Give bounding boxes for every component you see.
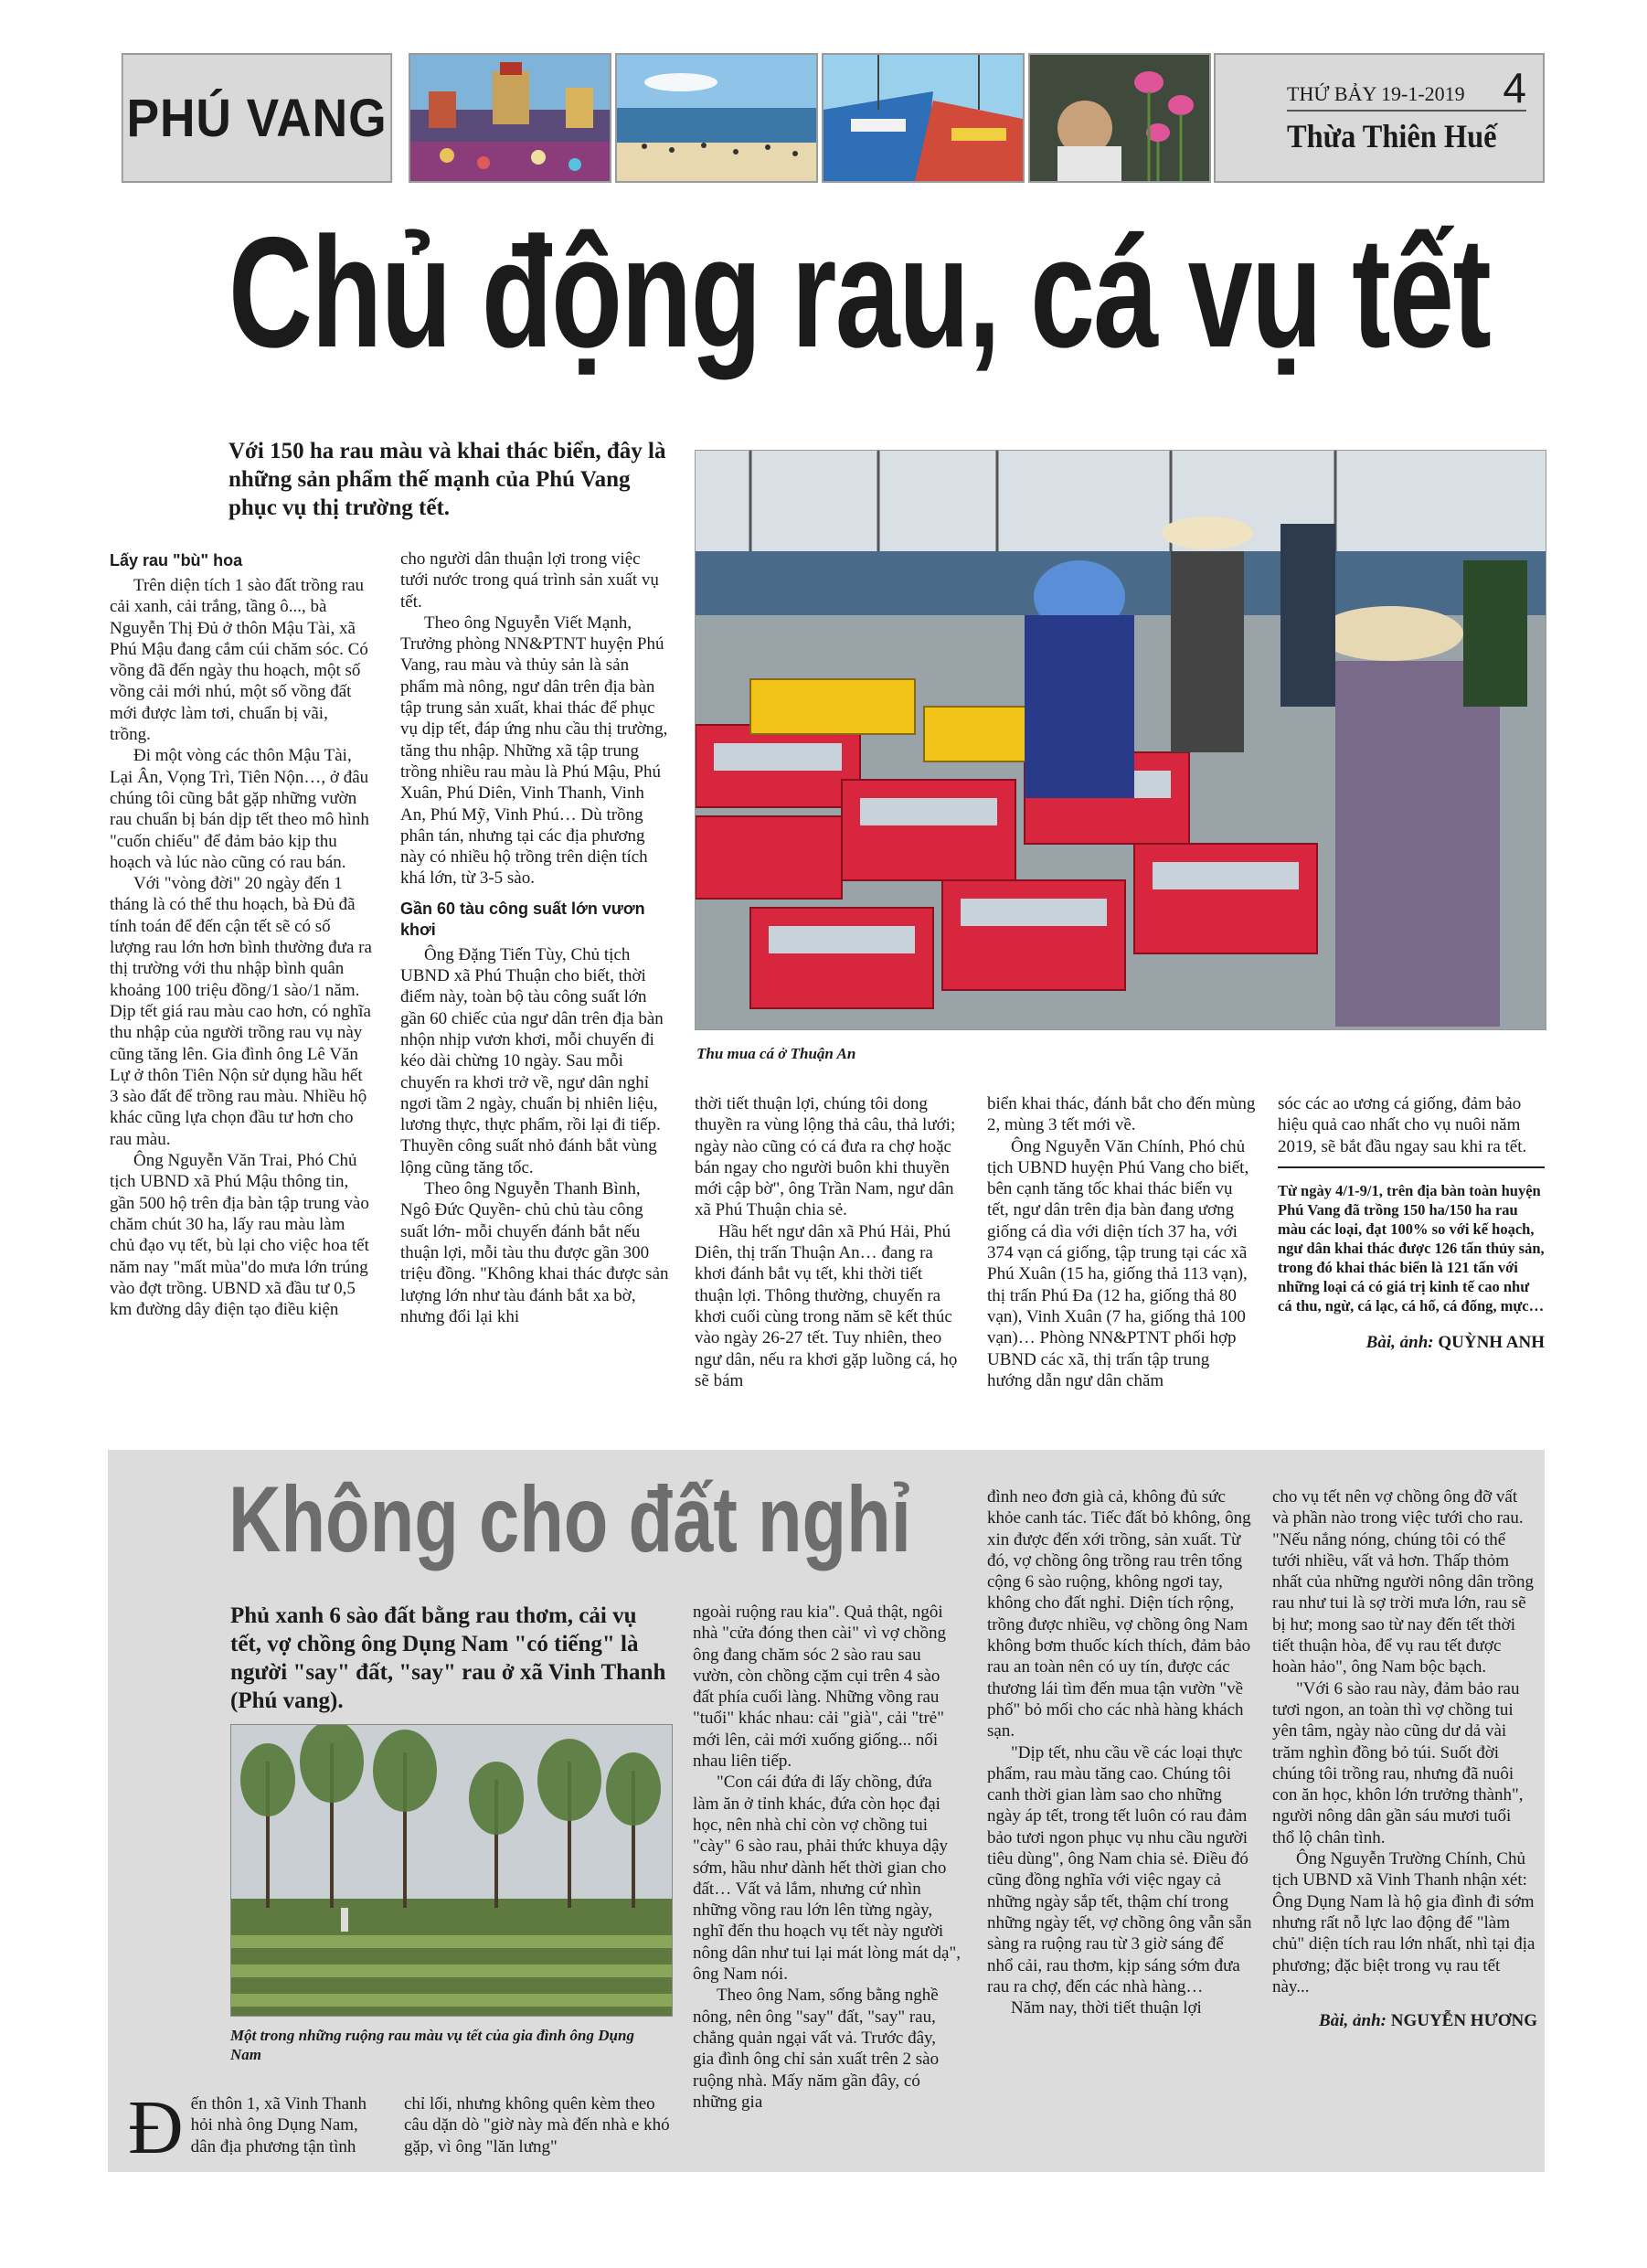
dropcap: Đ <box>128 2085 184 2170</box>
stats-note: Từ ngày 4/1-9/1, trên địa bàn toàn huyện Phú Vang đã trồng 150 ha/150 ha rau màu các loại, đạt 100% so với kế hoạch, ngư dân khai thác được 126 tấn thủy sản, trong đó khai thác biển là 121 tấn với những loại cá có giá trị kinh tế cao như cá thu, ngừ, cá lạc, cá hố, cá đống, mực… <box>1278 1166 1545 1315</box>
paragraph: thời tiết thuận lợi, chúng tôi dong thuyền ra vùng lộng thả câu, thả lưới; ngày nào cũng có cá đưa ra chợ hoặc bán ngay cho người buôn khi thuyền mới cập bờ", ông Trần Nam, ngư dân xã Phú Thuận chia sẻ. <box>695 1094 956 1220</box>
paragraph: Trên diện tích 1 sào đất trồng rau cải xanh, cải trắng, tầng ô..., bà Nguyễn Thị Đủ ở thôn Mậu Tài, xã Phú Mậu đang cắm cúi chăm sóc. Có vồng đã đến ngày thu hoạch, một số vồng cải mới nhú, một số vồng đất mới được làm tơi, chuẩn bị vãi, trồng. <box>110 576 368 745</box>
header-photo-boats <box>822 53 1025 183</box>
article2-column-4 <box>987 1486 1254 2018</box>
paragraph: Với "vòng đời" 20 ngày đến 1 tháng là có thể thu hoạch, bà Đủ đã tính toán để đến cận tết sẽ có số lượng rau lớn hơn bình thường đưa ra thị trường với thu nhập bình quân khoảng 100 triệu đồng/1 sào/1 năm. Dịp tết giá rau màu cao hơn, có nghĩa thu nhập của người trồng rau vụ này cũng tăng lên. Gia đình ông Lê Văn Lự ở thôn Tiên Nộn sử dụng hầu hết 3 sào đất để trồng rau màu. Nhiều hộ khác cũng lựa chọn đầu tư hơn cho rau màu. <box>110 874 372 1149</box>
paragraph: Ông Nguyễn Văn Chính, Phó chủ tịch UBND huyện Phú Vang cho biết, bên cạnh tăng tốc khai thác biển vụ tết, ngư dân trên địa bàn đang ương giống cá dìa với diện tích 37 ha, với 374 vạn cá giống, tập trung tại các xã Phú Xuân (15 ha, giống thả 113 vạn), thị trấn Phú Đa (12 ha, giống thả 80 vạn), Vinh Xuân (7 ha, giống thả 100 vạn)… Phòng NN&PTNT phối hợp UBND các xã, thị trấn tập trung hướng dẫn ngư dân chăm <box>987 1136 1249 1390</box>
paragraph: Đi một vòng các thôn Mậu Tài, Lại Ân, Vọng Trì, Tiên Nộn…, ở đâu chúng tôi cũng bắt gặp những vườn rau chuẩn bị bán dịp tết theo mô hình "cuốn chiếu" để đảm bảo kịp thu hoạch và lúc nào cũng có rau bán. <box>110 746 369 872</box>
article2-column-1 <box>128 2085 384 2170</box>
header-photo-lotus-craft <box>1028 53 1211 183</box>
article2-photo-caption: Một trong những ruộng rau màu vụ tết của gia đình ông Dụng Nam <box>230 2027 634 2063</box>
date-block <box>1214 53 1545 183</box>
subheading: Gần 60 tàu công suất lớn vươn khơi <box>400 899 645 939</box>
paragraph: chỉ lối, nhưng không quên kèm theo câu dặn dò "giờ này mà đến nhà e khó gặp, vì ông "lăn lưng" <box>404 2094 670 2156</box>
article1-column-3 <box>695 1093 960 1391</box>
paragraph: đình neo đơn già cả, không đủ sức khỏe canh tác. Tiếc đất bỏ không, ông xin được đến xới trồng, sản xuất. Từ đó, vợ chồng ông trồng rau trên tổng cộng 6 sào ruộng, không ngơi tay, không cho đất nghỉ. Diện tích rộng, trồng được nhiều, vợ chồng ông Nam không bơm thuốc kích thích, đảm bảo rau an toàn nên có uy tín, được các thương lái tìm đến mua tận vườn "về phố" bỏ mối cho các nhà hàng khách sạn. <box>987 1487 1251 1741</box>
article2-lede: Phủ xanh 6 sào đất bằng rau thơm, cải vụ tết, vợ chồng ông Dụng Nam "có tiếng" là người "say" đất, "say" rau ở xã Vinh Thanh (Phú vang). <box>230 1603 666 1713</box>
paragraph: "Dịp tết, nhu cầu về các loại thực phẩm, rau màu tăng cao. Chúng tôi canh thời gian làm sao cho những ngày áp tết, trong tết luôn có rau đảm bảo tươi ngon phục vụ nhu cầu người tiêu dùng", ông Nam chia sẻ. Điều đó cũng đồng nghĩa với việc ngay cả những ngày sắp tết, thậm chí trong những ngày tết, vợ chồng ông vẫn sẵn sàng ra ruộng rau từ 3 giờ sáng để nhổ cải, rau thơm, kịp sáng sớm đưa rau ra chợ, đến các nhà hàng… <box>987 1742 1252 1996</box>
article1-title: Chủ động rau, cá vụ tết <box>228 205 1491 380</box>
newspaper-name: Thừa Thiên Huế <box>1287 118 1497 154</box>
paragraph: Năm nay, thời tiết thuận lợi <box>1011 1998 1202 2018</box>
article1-column-5 <box>1278 1093 1545 1353</box>
section-name: PHÚ VANG <box>122 53 392 183</box>
page-number: 4 <box>1503 64 1526 112</box>
header-photo-beach <box>615 53 818 183</box>
paragraph: Theo ông Nguyễn Viết Mạnh, Trưởng phòng NN&PTNT huyện Phú Vang, rau màu và thủy sản là sản phẩm mà nông, ngư dân trên địa bàn tập trung sản xuất, khai thác để phục vụ dịp tết, đáp ứng nhu cầu thị trường, tăng thu nhập. Những xã tập trung trồng nhiều rau màu là Phú Mậu, Phú Xuân, Phú Diên, Vinh Thanh, Vinh An, Phú Mỹ, Vinh Phú… Dù trồng phân tán, nhưng tại các địa phương này có nhiều hộ trồng trên diện tích khá lớn, từ 3-5 sào. <box>400 612 668 889</box>
paragraph: ến thôn 1, xã Vinh Thanh hỏi nhà ông Dụng Nam, dân địa phương tận tình <box>190 2094 367 2156</box>
paragraph: cho người dân thuận lợi trong việc tưới nước trong quá trình sản xuất vụ tết. <box>400 549 659 612</box>
paragraph: biển khai thác, đánh bắt cho đến mùng 2, mùng 3 tết mới về. <box>987 1094 1256 1135</box>
article2-byline: Bài, ảnh: NGUYỄN HƯƠNG <box>1319 2011 1537 2031</box>
paragraph: sóc các ao ương cá giống, đảm bảo hiệu quả cao nhất cho vụ nuôi năm 2019, sẽ bắt đầu ngay sau khi ra tết. <box>1278 1094 1527 1156</box>
paragraph: Ông Đặng Tiến Tùy, Chủ tịch UBND xã Phú Thuận cho biết, thời điểm này, toàn bộ tàu công suất lớn gần 60 chiếc của ngư dân trên địa bàn nhộn nhịp vươn khơi, mỗi chuyến đi kéo dài chừng 10 ngày. Sau mỗi chuyến ra khơi trở về, ngư dân nghỉ ngơi tầm 2 ngày, chuẩn bị nhiên liệu, lương thực, thực phẩm, rồi lại đi tiếp. Thuyền công suất nhỏ đánh bắt vùng lộng cũng tăng tốc. <box>400 944 664 1177</box>
paragraph: Theo ông Nam, sống bằng nghề nông, nên ông "say" đất, "say" rau, chẳng quản ngại vất vả. Trước đây, gia đình ông chỉ sản xuất trên 2 sào ruộng nhà. Mấy năm gần đây, có những gia <box>693 1986 940 2112</box>
paragraph: Ông Nguyễn Văn Trai, Phó Chủ tịch UBND xã Phú Mậu thông tin, gần 500 hộ trên địa bàn tập trung vào chăm chút 30 ha, lấy rau màu làm chủ đạo vụ tết, bù lại cho việc hoa tết năm nay "mất mùa"do mưa lớn trúng vào đợt trồng. UBND xã đầu tư 0,5 km đường dây điện tạo điều kiện <box>110 1151 369 1320</box>
article1-photo-caption: Thu mua cá ở Thuận An <box>696 1045 856 1062</box>
article1-column-2 <box>400 548 671 1327</box>
article1-photo <box>695 450 1546 1030</box>
article2-column-3 <box>693 1602 962 2113</box>
paragraph: cho vụ tết nên vợ chồng ông đỡ vất và phần nào trong việc tưới cho rau. "Nếu nắng nóng, chúng tôi có thể tưới nhiều, vất vả hơn. Thấp thỏm nhất của những người nông dân trồng rau như tui là sợ trời mưa lớn, rau sẽ bị hư; mong sao từ nay đến tết thời tiết thuận hòa, để vụ rau tết được hoàn hảo", ông Nam bộc bạch. <box>1272 1487 1535 1677</box>
article1-column-1 <box>110 548 373 1320</box>
paragraph: Ông Nguyễn Trường Chính, Chủ tịch UBND xã Vinh Thanh nhận xét: Ông Dụng Nam là hộ gia đình đi sớm nhưng rất nỗ lực lao động để "làm chủ" diện tích rau lớn nhất, nhì tại địa phương; đặc biệt trong vụ rau tết này... <box>1272 1849 1535 1996</box>
article1-column-4 <box>987 1093 1258 1391</box>
subheading: Lấy rau "bù" hoa <box>110 551 243 570</box>
article1-lede: Với 150 ha rau màu và khai thác biển, đây là những sản phẩm thế mạnh của Phú Vang phục vụ thị trường tết. <box>228 439 666 520</box>
paragraph: "Con cái đứa đi lấy chồng, đứa làm ăn ở tỉnh khác, đứa còn học đại học, nên nhà chỉ còn vợ chồng tui "cày" 6 sào rau, phải thức khuya dậy sớm, hầu như dành hết thời gian cho đất… Vất vả lắm, nhưng cứ nhìn những vồng rau lớn lên từng ngày, nghĩ đến thu hoạch vụ tết này người nông dân như tui lại mát lòng mát dạ", ông Nam nói. <box>693 1773 961 1985</box>
paragraph: ngoài ruộng rau kia". Quả thật, ngôi nhà "cửa đóng then cài" vì vợ chồng ông đang chăm sóc 2 sào rau sau vườn, còn chồng cặm cụi trên 4 sào đất phía cuối làng. Những vồng rau "tuổi" khác nhau: cải "già", cải "trẻ" mới lên, cải mới xuống giống... nối nhau liên tiếp. <box>693 1603 946 1772</box>
paragraph: "Với 6 sào rau này, đảm bảo rau tươi ngon, an toàn thì vợ chồng tui yên tâm, ngày nào cũng dư dả vài trăm nghìn đồng bỏ túi. Suốt đời chúng tôi trồng rau, nhưng đã nuôi con ăn học, khôn lớn trưởng thành", người nông dân gần sáu mươi tuổi thổ lộ chân tình. <box>1272 1678 1524 1847</box>
article2-column-5 <box>1272 1486 1537 2031</box>
article2-title: Không cho đất nghỉ <box>228 1467 911 1571</box>
header-photo-festival <box>409 53 611 183</box>
paragraph: Theo ông Nguyễn Thanh Bình, Ngô Đức Quyền- chủ chủ tàu công suất lớn- mỗi chuyến đánh bắt nếu thuận lợi, mỗi tàu thu được gần 300 triệu đồng. "Không khai thác được sản lượng lớn như tàu đánh bắt xa bờ, nhưng đổi lại khi <box>400 1179 669 1326</box>
paragraph: Hầu hết ngư dân xã Phú Hải, Phú Diên, thị trấn Thuận An… đang ra khơi đánh bắt vụ tết, khi thời tiết thuận lợi. Thông thường, chuyến ra khơi cuối cùng trong năm sẽ kết thúc vào ngày 26-27 tết. Tuy nhiên, theo ngư dân, nếu ra khơi gặp luồng cá, họ sẽ bám <box>695 1221 958 1390</box>
article2-column-2 <box>404 2093 671 2157</box>
issue-date: THỨ BẢY 19-1-2019 <box>1287 82 1465 105</box>
article1-byline: Bài, ảnh: QUỲNH ANH <box>1365 1332 1545 1352</box>
article2-photo <box>230 1724 673 2017</box>
